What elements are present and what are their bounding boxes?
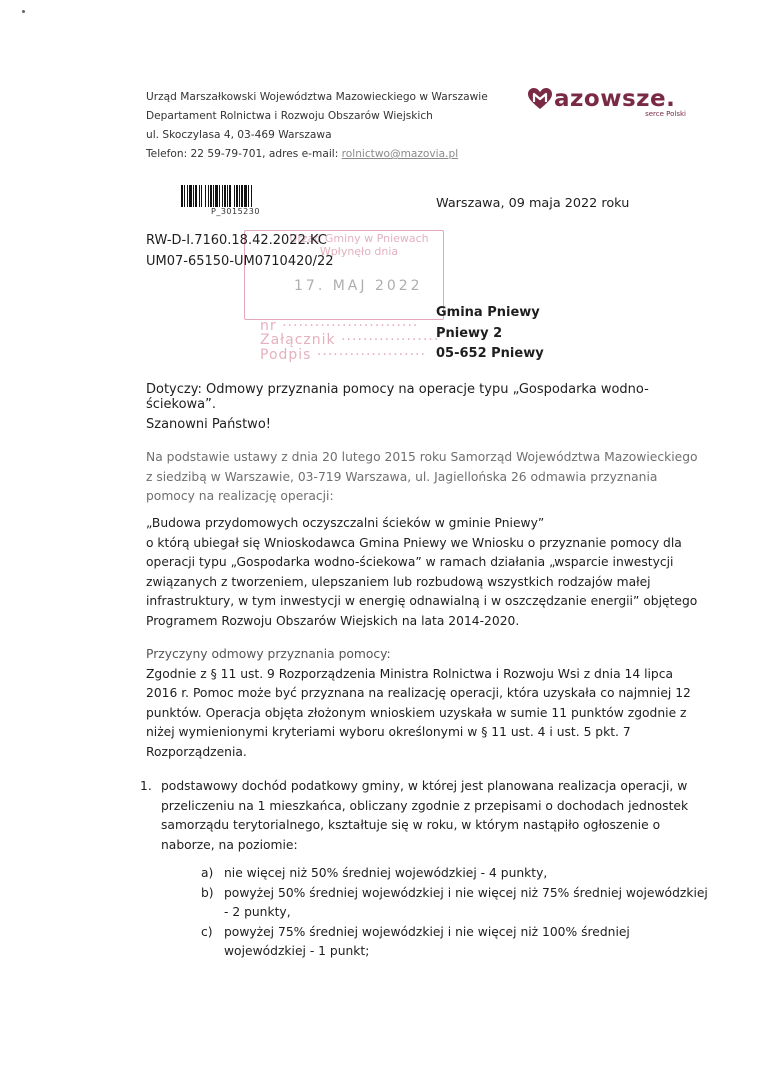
- sender-address: ul. Skoczylasa 4, 03-469 Warszawa: [146, 129, 332, 141]
- reasons-section: [146, 645, 706, 762]
- logo-text: azowsze.: [554, 86, 676, 112]
- sender-contact: [146, 145, 488, 164]
- option-mark: c): [201, 924, 213, 939]
- option-text: powyżej 75% średniej wojewódzkiej i nie więcej niż 100% średniej wojewódzkiej - 1 punkt;: [224, 924, 630, 958]
- recipient-address: [436, 303, 544, 365]
- list-item: [201, 864, 710, 884]
- sender-phone: Telefon: 22 59-79-701, adres e-mail:: [146, 148, 342, 160]
- option-text: powyżej 50% średniej wojewódzkiej i nie więcej niż 75% średniej wojewódzkiej - 2 punkty,: [224, 885, 708, 919]
- letter-date: Warszawa, 09 maja 2022 roku: [436, 196, 630, 211]
- barcode-gap: [252, 185, 253, 207]
- operation-paragraph: [146, 514, 706, 631]
- criterion-text: [161, 777, 710, 962]
- logo-tagline: serce Polski: [645, 110, 686, 118]
- stamp-attachment-label: Załącznik: [260, 332, 336, 348]
- recipient-street: Pniewy 2: [436, 325, 503, 341]
- stamp-office-text: Urząd Gminy w Pniewach Wpłynęło dnia: [289, 232, 429, 258]
- criteria-list: [140, 777, 710, 962]
- sender-office: Urząd Marszałkowski Województwa Mazowieckiego w Warszawie: [146, 91, 488, 103]
- barcode-number: P_3015230: [211, 207, 260, 216]
- logo-wordmark: [527, 86, 692, 112]
- heart-m-icon: [527, 87, 553, 111]
- reference-numbers: [146, 230, 334, 272]
- option-mark: a): [201, 866, 214, 880]
- list-item: [201, 923, 710, 962]
- scan-speck: [22, 10, 25, 13]
- criterion-options: [201, 864, 710, 962]
- project-title: „Budowa przydomowych oczyszczalni ścieków w gminie Pniewy”: [146, 516, 545, 530]
- reasons-title: Przyczyny odmowy przyznania pomocy:: [146, 647, 391, 661]
- stamp-nr-label: nr: [260, 318, 277, 334]
- barcode: [181, 185, 299, 207]
- operation-description: o którą ubiegał się Wnioskodawca Gmina Pniewy we Wniosku o przyznanie pomocy dla operacji typu „Gospodarka wodno-ściekowa” w ramach działania „wsparcie inwestycji związanych z tworzeniem, ulepszaniem lub rozbudową wszystkich rodzajów małej infrastruktury, w tym inwestycji w energię odnawialną i w oszczędzanie energii” objętego Programem Rozwoju Obszarów Wiejskich na lata 2014-2020.: [146, 535, 698, 628]
- stamp-nr-line: nr ·························: [260, 318, 419, 334]
- stamp-signature-label: Podpis: [260, 347, 312, 363]
- sender-header: [146, 88, 488, 164]
- reasons-body: Zgodnie z § 11 ust. 9 Rozporządzenia Ministra Rolnictwa i Rozwoju Wsi z dnia 14 lipca 2016 r. Pomoc może być przyznana na realizację operacji, która uzyskała co najmniej 12 punktów. Operacja objęta złożonym wnioskiem uzyskała w sumie 11 punktów zgodnie z niżej wymienionymi kryteriami wyboru określonymi w § 11 ust. 4 i ust. 5 pkt. 7 Rozporządzenia.: [146, 666, 691, 759]
- list-item: [201, 884, 710, 923]
- criterion-description: podstawowy dochód podatkowy gminy, w której jest planowana realizacja operacji, w przeliczeniu na 1 mieszkańca, obliczany zgodnie z przepisami o dochodach jednostek samorządu terytorialnego, kształtuje się w roku, w którym nastąpiło ogłoszenie o naborze, na poziomie:: [161, 779, 689, 852]
- option-mark: b): [201, 885, 214, 900]
- list-item: [140, 777, 710, 962]
- reference-number-1: RW-D-I.7160.18.42.2022.KC: [146, 233, 327, 248]
- sender-email-link[interactable]: rolnictwo@mazovia.pl: [341, 148, 459, 160]
- stamp-received-date: 17. MAJ 2022: [294, 278, 423, 294]
- stamp-attachment-line: Załącznik ··················: [260, 332, 440, 348]
- recipient-name: Gmina Pniewy: [436, 305, 540, 320]
- recipient-postcode: 05-652 Pniewy: [436, 346, 544, 361]
- criterion-number: 1.: [140, 779, 152, 793]
- decision-paragraph: Na podstawie ustawy z dnia 20 lutego 2015 roku Samorząd Województwa Mazowieckiego z siedzibą w Warszawie, 03-719 Warszawa, ul. Jagiellońska 26 odmawia przyznania pomocy na realizację operacji:: [146, 450, 698, 503]
- reference-number-2: UM07-65150-UM0710420/22: [146, 254, 334, 269]
- stamp-signature-line: Podpis ····················: [260, 347, 426, 363]
- sender-department: Departament Rolnictwa i Rozwoju Obszarów Wiejskich: [146, 110, 433, 122]
- option-text: nie więcej niż 50% średniej wojewódzkiej - 4 punkty,: [224, 866, 548, 880]
- letter-subject: Dotyczy: Odmowy przyznania pomocy na operacje typu „Gospodarka wodno-ściekowa”.: [146, 382, 649, 412]
- mazowsze-logo: [527, 86, 692, 118]
- letter-greeting: Szanowni Państwo!: [146, 417, 271, 432]
